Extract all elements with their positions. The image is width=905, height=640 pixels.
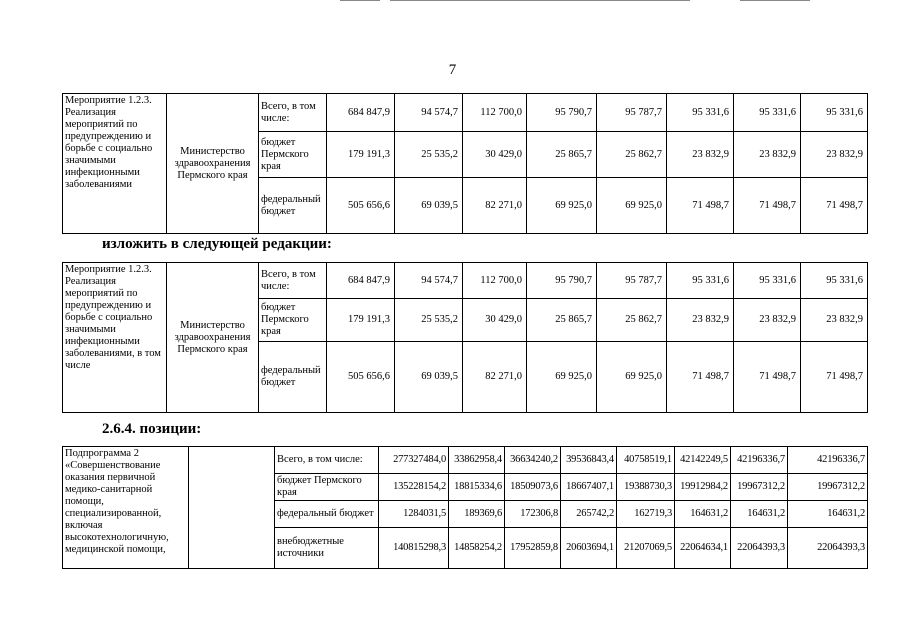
value-cell: 94 574,7 xyxy=(395,263,463,299)
value-cell: 95 331,6 xyxy=(667,94,734,132)
value-cell: 30 429,0 xyxy=(463,132,527,178)
value-cell: 69 039,5 xyxy=(395,178,463,234)
value-cell: 71 498,7 xyxy=(667,342,734,413)
row-label: бюджет Пермского края xyxy=(259,132,327,178)
value-cell: 19967312,2 xyxy=(731,474,788,501)
value-cell: 19967312,2 xyxy=(788,474,868,501)
value-cell: 39536843,4 xyxy=(561,447,617,474)
value-cell: 277327484,0 xyxy=(379,447,449,474)
page-number: 7 xyxy=(448,62,457,78)
value-cell: 265742,2 xyxy=(561,501,617,528)
value-cell: 112 700,0 xyxy=(463,94,527,132)
table-new-edition xyxy=(62,262,868,413)
value-cell: 140815298,3 xyxy=(379,528,449,569)
activity-cell: Мероприятие 1.2.3. Реализация мероприятий по предупреждению и борьбе с социально значимыми инфекционными заболеваниями xyxy=(63,94,167,234)
value-cell: 30 429,0 xyxy=(463,299,527,342)
table-old-edition xyxy=(62,93,868,234)
value-cell: 42142249,5 xyxy=(675,447,731,474)
value-cell: 18509073,6 xyxy=(505,474,561,501)
value-cell: 179 191,3 xyxy=(327,132,395,178)
value-cell: 82 271,0 xyxy=(463,342,527,413)
row-label: бюджет Пермского края xyxy=(259,299,327,342)
value-cell: 95 331,6 xyxy=(734,263,801,299)
value-cell: 42196336,7 xyxy=(788,447,868,474)
value-cell: 25 865,7 xyxy=(527,132,597,178)
value-cell: 94 574,7 xyxy=(395,94,463,132)
value-cell: 33862958,4 xyxy=(449,447,505,474)
table-row xyxy=(63,263,868,299)
value-cell: 18815334,6 xyxy=(449,474,505,501)
value-cell: 71 498,7 xyxy=(801,342,868,413)
value-cell: 21207069,5 xyxy=(617,528,675,569)
value-cell: 25 862,7 xyxy=(597,132,667,178)
value-cell: 22064393,3 xyxy=(788,528,868,569)
value-cell: 69 925,0 xyxy=(527,178,597,234)
value-cell: 71 498,7 xyxy=(801,178,868,234)
ministry-cell: Министерство здравоохранения Пермского края xyxy=(167,94,259,234)
value-cell: 36634240,2 xyxy=(505,447,561,474)
value-cell: 25 865,7 xyxy=(527,299,597,342)
value-cell: 95 787,7 xyxy=(597,94,667,132)
value-cell: 14858254,2 xyxy=(449,528,505,569)
table-subprogram-2 xyxy=(62,446,868,569)
value-cell: 71 498,7 xyxy=(667,178,734,234)
value-cell: 95 331,6 xyxy=(801,94,868,132)
value-cell: 179 191,3 xyxy=(327,299,395,342)
value-cell: 23 832,9 xyxy=(734,132,801,178)
value-cell: 19388730,3 xyxy=(617,474,675,501)
value-cell: 95 331,6 xyxy=(801,263,868,299)
value-cell: 23 832,9 xyxy=(667,299,734,342)
value-cell: 20603694,1 xyxy=(561,528,617,569)
value-cell: 71 498,7 xyxy=(734,178,801,234)
row-label: федеральный бюджет xyxy=(275,501,379,528)
value-cell: 95 331,6 xyxy=(734,94,801,132)
value-cell: 95 787,7 xyxy=(597,263,667,299)
scan-top-line xyxy=(740,0,810,1)
value-cell: 95 790,7 xyxy=(527,263,597,299)
value-cell: 42196336,7 xyxy=(731,447,788,474)
value-cell: 40758519,1 xyxy=(617,447,675,474)
row-label: Всего, в том числе: xyxy=(259,94,327,132)
value-cell: 164631,2 xyxy=(788,501,868,528)
row-label: федеральный бюджет xyxy=(259,178,327,234)
value-cell: 505 656,6 xyxy=(327,342,395,413)
value-cell: 135228154,2 xyxy=(379,474,449,501)
activity-cell: Мероприятие 1.2.3. Реализация мероприятий по предупреждению и борьбе с социально значимыми инфекционными заболеваниями, в том числе xyxy=(63,263,167,413)
value-cell: 164631,2 xyxy=(731,501,788,528)
row-label: Всего, в том числе: xyxy=(259,263,327,299)
value-cell: 69 039,5 xyxy=(395,342,463,413)
value-cell: 23 832,9 xyxy=(667,132,734,178)
row-label: внебюджетные источники xyxy=(275,528,379,569)
value-cell: 19912984,2 xyxy=(675,474,731,501)
row-label: бюджет Пермского края xyxy=(275,474,379,501)
value-cell: 82 271,0 xyxy=(463,178,527,234)
value-cell: 69 925,0 xyxy=(597,178,667,234)
value-cell: 25 535,2 xyxy=(395,299,463,342)
value-cell: 1284031,5 xyxy=(379,501,449,528)
value-cell: 69 925,0 xyxy=(597,342,667,413)
value-cell: 22064634,1 xyxy=(675,528,731,569)
value-cell: 23 832,9 xyxy=(734,299,801,342)
value-cell: 505 656,6 xyxy=(327,178,395,234)
value-cell: 25 535,2 xyxy=(395,132,463,178)
value-cell: 23 832,9 xyxy=(801,132,868,178)
value-cell: 18667407,1 xyxy=(561,474,617,501)
value-cell: 172306,8 xyxy=(505,501,561,528)
value-cell: 69 925,0 xyxy=(527,342,597,413)
program-cell: Подпрограмма 2 «Совершенствование оказания первичной медико-санитарной помощи, специализированной, включая высокотехнологичную, медицинской помощи, xyxy=(63,447,189,569)
value-cell: 162719,3 xyxy=(617,501,675,528)
table-row xyxy=(63,447,868,474)
row-label: Всего, в том числе: xyxy=(275,447,379,474)
ministry-cell: Министерство здравоохранения Пермского края xyxy=(167,263,259,413)
value-cell: 95 331,6 xyxy=(667,263,734,299)
value-cell: 23 832,9 xyxy=(801,299,868,342)
table-row xyxy=(63,94,868,132)
value-cell: 684 847,9 xyxy=(327,263,395,299)
value-cell: 95 790,7 xyxy=(527,94,597,132)
value-cell: 164631,2 xyxy=(675,501,731,528)
value-cell: 684 847,9 xyxy=(327,94,395,132)
value-cell: 112 700,0 xyxy=(463,263,527,299)
value-cell: 189369,6 xyxy=(449,501,505,528)
scan-top-line xyxy=(390,0,690,1)
value-cell: 71 498,7 xyxy=(734,342,801,413)
value-cell: 17952859,8 xyxy=(505,528,561,569)
value-cell: 22064393,3 xyxy=(731,528,788,569)
row-label: федеральный бюджет xyxy=(259,342,327,413)
section-heading: 2.6.4. позиции: xyxy=(102,421,202,437)
section-heading: изложить в следующей редакции: xyxy=(102,236,332,252)
responsible-cell xyxy=(189,447,275,569)
value-cell: 25 862,7 xyxy=(597,299,667,342)
scan-top-line xyxy=(340,0,380,1)
